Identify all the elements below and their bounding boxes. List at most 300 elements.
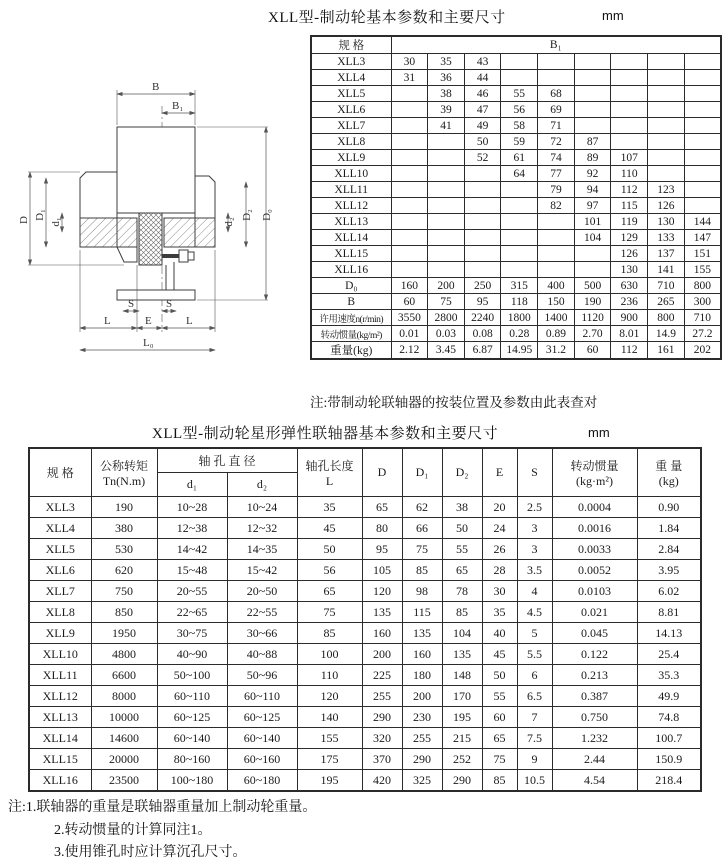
b1-value-cell: 190 <box>574 294 611 310</box>
table1-note: 注:带制动轮联轴器的按装位置及参数由此表查对 <box>310 395 598 410</box>
value-cell: 850 <box>91 602 157 623</box>
b1-value-cell <box>428 214 465 230</box>
row-label: XLL14 <box>29 728 91 749</box>
b1-value-cell: 47 <box>464 102 501 118</box>
value-cell: 4.5 <box>517 602 552 623</box>
value-cell: 3.95 <box>637 560 701 581</box>
b1-value-cell: 315 <box>501 278 538 294</box>
b1-value-cell: 107 <box>611 150 648 166</box>
b1-value-cell: 2.70 <box>574 326 611 342</box>
table1-header-spec: 规 格 <box>311 36 391 54</box>
b1-value-cell <box>574 262 611 278</box>
b1-value-cell <box>428 198 465 214</box>
b1-value-cell: 72 <box>538 134 575 150</box>
value-cell: 255 <box>362 686 402 707</box>
b1-value-cell <box>391 118 428 134</box>
b1-value-cell <box>428 246 465 262</box>
dim-label-S-right: S <box>166 298 173 310</box>
b1-value-cell <box>611 54 648 70</box>
dim-label-D2: D₂ <box>241 209 253 221</box>
b1-value-cell: 52 <box>464 150 501 166</box>
value-cell: 66 <box>402 518 442 539</box>
b1-value-cell <box>611 134 648 150</box>
b1-value-cell: 236 <box>611 294 648 310</box>
b1-value-cell: 77 <box>538 166 575 182</box>
b1-value-cell: 137 <box>648 246 685 262</box>
value-cell: 60~140 <box>227 728 297 749</box>
row-label: XLL8 <box>311 134 391 150</box>
value-cell: 120 <box>362 581 402 602</box>
value-cell: 60~140 <box>157 728 227 749</box>
table2-header-S: S <box>517 448 552 497</box>
value-cell: 14600 <box>91 728 157 749</box>
row-label: B <box>311 294 391 310</box>
value-cell: 0.045 <box>552 623 637 644</box>
b1-value-cell: 44 <box>464 70 501 86</box>
footnote-2: 2.转动惯量的计算同注1。 <box>54 822 212 838</box>
value-cell: 255 <box>402 728 442 749</box>
value-cell: 95 <box>362 539 402 560</box>
dim-label-d1: d₁ <box>50 217 62 227</box>
b1-value-cell: 1120 <box>574 310 611 326</box>
row-label: XLL14 <box>311 230 391 246</box>
value-cell: 40~88 <box>227 644 297 665</box>
right-hub-section-hatch <box>164 218 215 247</box>
row-label: XLL6 <box>311 102 391 118</box>
b1-value-cell: 8.01 <box>611 326 648 342</box>
b1-value-cell: 141 <box>648 262 685 278</box>
b1-value-cell <box>684 102 721 118</box>
row-label: XLL13 <box>29 707 91 728</box>
b1-value-cell: 2240 <box>464 310 501 326</box>
value-cell: 35.3 <box>637 665 701 686</box>
row-label: XLL9 <box>311 150 391 166</box>
value-cell: 135 <box>362 602 402 623</box>
value-cell: 215 <box>442 728 482 749</box>
value-cell: 4.54 <box>552 770 637 792</box>
value-cell: 50~100 <box>157 665 227 686</box>
b1-value-cell: 126 <box>611 246 648 262</box>
row-label: XLL12 <box>311 198 391 214</box>
value-cell: 10~28 <box>157 497 227 518</box>
value-cell: 12~32 <box>227 518 297 539</box>
value-cell: 0.0033 <box>552 539 637 560</box>
value-cell: 80~160 <box>157 749 227 770</box>
row-label: XLL3 <box>311 54 391 70</box>
value-cell: 20~50 <box>227 581 297 602</box>
value-cell: 78 <box>442 581 482 602</box>
b1-value-cell: 118 <box>501 294 538 310</box>
b1-value-cell: 265 <box>648 294 685 310</box>
table2-header-D1: D₁ <box>402 448 442 497</box>
b1-value-cell: 130 <box>611 262 648 278</box>
value-cell: 290 <box>362 707 402 728</box>
row-label: XLL12 <box>29 686 91 707</box>
value-cell: 225 <box>362 665 402 686</box>
value-cell: 35 <box>297 497 362 518</box>
table2-title: XLL型-制动轮星形弹性联轴器基本参数和主要尺寸 <box>152 426 499 442</box>
b1-value-cell: 112 <box>611 182 648 198</box>
b1-value-cell <box>391 166 428 182</box>
b1-value-cell <box>648 150 685 166</box>
b1-value-cell <box>648 118 685 134</box>
value-cell: 65 <box>482 728 517 749</box>
b1-value-cell: 68 <box>538 86 575 102</box>
value-cell: 28 <box>482 560 517 581</box>
b1-value-cell: 39 <box>428 102 465 118</box>
bolt-head <box>179 250 188 262</box>
b1-value-cell <box>574 86 611 102</box>
value-cell: 105 <box>362 560 402 581</box>
value-cell: 50 <box>442 518 482 539</box>
dim-label-L-right: L <box>186 315 193 327</box>
b1-value-cell <box>684 182 721 198</box>
value-cell: 100.7 <box>637 728 701 749</box>
value-cell: 30~75 <box>157 623 227 644</box>
b1-value-cell <box>391 86 428 102</box>
value-cell: 22~65 <box>157 602 227 623</box>
row-label: XLL7 <box>29 581 91 602</box>
b1-value-cell: 710 <box>684 310 721 326</box>
value-cell: 14~35 <box>227 539 297 560</box>
b1-value-cell <box>684 198 721 214</box>
dim-label-B: B <box>152 81 160 93</box>
b1-value-cell: 2.12 <box>391 342 428 360</box>
value-cell: 2.44 <box>552 749 637 770</box>
b1-value-cell: 3.45 <box>428 342 465 360</box>
b1-value-cell: 0.03 <box>428 326 465 342</box>
value-cell: 65 <box>362 497 402 518</box>
value-cell: 2.5 <box>517 497 552 518</box>
row-label: XLL16 <box>29 770 91 792</box>
b1-value-cell: 110 <box>611 166 648 182</box>
b1-value-cell <box>391 102 428 118</box>
value-cell: 25.4 <box>637 644 701 665</box>
b1-value-cell: 61 <box>501 150 538 166</box>
row-label: XLL16 <box>311 262 391 278</box>
b1-value-cell: 43 <box>464 54 501 70</box>
table2-header-bore-diameter: 轴 孔 直 径 <box>157 448 297 473</box>
b1-value-cell <box>684 134 721 150</box>
row-label: XLL15 <box>29 749 91 770</box>
b1-value-cell: 155 <box>684 262 721 278</box>
b1-value-cell <box>648 102 685 118</box>
b1-value-cell: 60 <box>574 342 611 360</box>
value-cell: 4800 <box>91 644 157 665</box>
b1-value-cell <box>501 246 538 262</box>
b1-value-cell <box>501 54 538 70</box>
b1-value-cell: 500 <box>574 278 611 294</box>
table-row <box>29 497 701 518</box>
b1-value-cell <box>684 166 721 182</box>
value-cell: 35 <box>482 602 517 623</box>
b1-value-cell: 89 <box>574 150 611 166</box>
table-row <box>311 342 721 360</box>
b1-value-cell <box>538 54 575 70</box>
table-row <box>29 623 701 644</box>
table2-header-D: D <box>362 448 402 497</box>
value-cell: 1950 <box>91 623 157 644</box>
row-label: XLL5 <box>311 86 391 102</box>
value-cell: 85 <box>402 560 442 581</box>
b1-value-cell: 36 <box>428 70 465 86</box>
row-label: XLL13 <box>311 214 391 230</box>
value-cell: 195 <box>297 770 362 792</box>
row-label: XLL4 <box>311 70 391 86</box>
value-cell: 55 <box>482 686 517 707</box>
b1-value-cell <box>538 262 575 278</box>
value-cell: 200 <box>362 644 402 665</box>
row-label: 许用速度n(r/min) <box>311 310 391 326</box>
b1-value-cell <box>574 70 611 86</box>
value-cell: 0.0052 <box>552 560 637 581</box>
value-cell: 62 <box>402 497 442 518</box>
dim-label-L0: L₀ <box>143 337 154 349</box>
b1-value-cell <box>648 54 685 70</box>
value-cell: 60~180 <box>227 770 297 792</box>
value-cell: 60~110 <box>157 686 227 707</box>
weight-line1: 重 量 <box>655 458 683 473</box>
elastic-star-element <box>139 213 162 265</box>
table-row <box>311 150 721 166</box>
b1-value-cell: 160 <box>391 278 428 294</box>
table2-header-inertia <box>552 448 637 497</box>
value-cell: 85 <box>482 770 517 792</box>
value-cell: 15~42 <box>227 560 297 581</box>
value-cell: 50~96 <box>227 665 297 686</box>
value-cell: 10000 <box>91 707 157 728</box>
b1-value-cell: 60 <box>391 294 428 310</box>
b1-value-cell <box>648 70 685 86</box>
b1-value-cell: 112 <box>611 342 648 360</box>
b1-value-cell: 94 <box>574 182 611 198</box>
value-cell: 60 <box>482 707 517 728</box>
footnotes <box>8 797 316 865</box>
brake-wheel-parameters-table <box>310 35 722 360</box>
value-cell: 0.021 <box>552 602 637 623</box>
value-cell: 3 <box>517 518 552 539</box>
b1-value-cell: 250 <box>464 278 501 294</box>
b1-value-cell: 900 <box>611 310 648 326</box>
b1-value-cell <box>464 230 501 246</box>
table1-unit: mm <box>602 8 624 23</box>
b1-value-cell <box>538 70 575 86</box>
b1-value-cell: 14.95 <box>501 342 538 360</box>
b1-value-cell <box>574 102 611 118</box>
b1-value-cell <box>538 246 575 262</box>
row-label: D₀ <box>311 278 391 294</box>
b1-value-cell: 101 <box>574 214 611 230</box>
row-label: XLL6 <box>29 560 91 581</box>
value-cell: 10.5 <box>517 770 552 792</box>
b1-value-cell: 49 <box>464 118 501 134</box>
inertia-line2: (kg·m²) <box>576 473 613 488</box>
b1-value-cell: 800 <box>648 310 685 326</box>
b1-value-cell <box>428 230 465 246</box>
b1-value-cell <box>464 166 501 182</box>
b1-value-cell: 82 <box>538 198 575 214</box>
b1-value-cell: 64 <box>501 166 538 182</box>
b1-value-cell <box>684 86 721 102</box>
b1-value-cell: 71 <box>538 118 575 134</box>
table1-header-b1: B₁ <box>391 36 721 54</box>
length-line1: 轴孔长度 <box>305 458 354 473</box>
b1-value-cell: 630 <box>611 278 648 294</box>
table-row <box>29 644 701 665</box>
value-cell: 218.4 <box>637 770 701 792</box>
dim-label-D0: D₀ <box>261 209 273 221</box>
value-cell: 50 <box>482 665 517 686</box>
dim-label-E: E <box>145 315 152 327</box>
b1-value-cell: 35 <box>428 54 465 70</box>
dim-label-B1: B₁ <box>172 100 184 112</box>
value-cell: 0.0004 <box>552 497 637 518</box>
table-row <box>311 230 721 246</box>
b1-value-cell <box>391 134 428 150</box>
dim-label-d2: d₂ <box>223 217 235 227</box>
value-cell: 2.84 <box>637 539 701 560</box>
value-cell: 170 <box>442 686 482 707</box>
value-cell: 0.750 <box>552 707 637 728</box>
value-cell: 85 <box>442 602 482 623</box>
table-row <box>311 310 721 326</box>
value-cell: 6600 <box>91 665 157 686</box>
b1-value-cell <box>391 230 428 246</box>
row-label: 转动惯量(kg/m²) <box>311 326 391 342</box>
value-cell: 14~42 <box>157 539 227 560</box>
b1-value-cell <box>611 118 648 134</box>
value-cell: 104 <box>442 623 482 644</box>
value-cell: 40 <box>482 623 517 644</box>
b1-value-cell <box>391 214 428 230</box>
value-cell: 0.90 <box>637 497 701 518</box>
b1-value-cell: 59 <box>501 134 538 150</box>
b1-value-cell: 31.2 <box>538 342 575 360</box>
value-cell: 155 <box>297 728 362 749</box>
value-cell: 65 <box>297 581 362 602</box>
b1-value-cell <box>684 70 721 86</box>
b1-value-cell: 95 <box>464 294 501 310</box>
b1-value-cell <box>391 198 428 214</box>
torque-line2: Tn(N.m) <box>102 473 146 488</box>
table-row <box>29 518 701 539</box>
value-cell: 75 <box>402 539 442 560</box>
value-cell: 175 <box>297 749 362 770</box>
value-cell: 8.81 <box>637 602 701 623</box>
table2-header-d1: d₁ <box>157 473 227 497</box>
value-cell: 110 <box>297 665 362 686</box>
b1-value-cell <box>574 118 611 134</box>
value-cell: 160 <box>402 644 442 665</box>
value-cell: 750 <box>91 581 157 602</box>
b1-value-cell <box>684 118 721 134</box>
dim-label-D1: D₁ <box>34 209 46 221</box>
value-cell: 252 <box>442 749 482 770</box>
b1-value-cell: 144 <box>684 214 721 230</box>
table2-header-torque <box>91 448 157 497</box>
value-cell: 1.232 <box>552 728 637 749</box>
left-hub-step <box>117 247 137 262</box>
value-cell: 23500 <box>91 770 157 792</box>
value-cell: 4 <box>517 581 552 602</box>
b1-value-cell: 3550 <box>391 310 428 326</box>
value-cell: 380 <box>91 518 157 539</box>
b1-value-cell: 75 <box>428 294 465 310</box>
b1-value-cell: 56 <box>501 102 538 118</box>
dim-label-D: D <box>18 216 30 224</box>
b1-value-cell: 130 <box>648 214 685 230</box>
coupling-cross-section-drawing <box>16 70 306 370</box>
value-cell: 24 <box>482 518 517 539</box>
value-cell: 65 <box>442 560 482 581</box>
value-cell: 60~125 <box>227 707 297 728</box>
table-row <box>29 728 701 749</box>
b1-value-cell: 0.89 <box>538 326 575 342</box>
table-row <box>29 686 701 707</box>
value-cell: 8000 <box>91 686 157 707</box>
row-label: XLL11 <box>311 182 391 198</box>
b1-value-cell <box>501 198 538 214</box>
table-row <box>29 770 701 792</box>
b1-value-cell <box>538 230 575 246</box>
b1-value-cell <box>684 54 721 70</box>
table2-header-bore-length <box>297 448 362 497</box>
value-cell: 15~48 <box>157 560 227 581</box>
row-label: XLL10 <box>29 644 91 665</box>
dim-label-L-left: L <box>104 315 111 327</box>
b1-value-cell: 30 <box>391 54 428 70</box>
value-cell: 140 <box>297 707 362 728</box>
value-cell: 60~110 <box>227 686 297 707</box>
value-cell: 230 <box>402 707 442 728</box>
table-row <box>29 749 701 770</box>
row-label: XLL15 <box>311 246 391 262</box>
value-cell: 6.5 <box>517 686 552 707</box>
value-cell: 325 <box>402 770 442 792</box>
b1-value-cell: 14.9 <box>648 326 685 342</box>
b1-value-cell: 50 <box>464 134 501 150</box>
value-cell: 0.213 <box>552 665 637 686</box>
bolt-nut <box>188 252 194 260</box>
b1-value-cell <box>538 214 575 230</box>
value-cell: 100~180 <box>157 770 227 792</box>
table2-unit: mm <box>588 425 610 440</box>
table-row <box>29 707 701 728</box>
b1-value-cell <box>428 262 465 278</box>
b1-value-cell <box>428 182 465 198</box>
value-cell: 49.9 <box>637 686 701 707</box>
b1-value-cell <box>648 134 685 150</box>
left-hub-section-hatch <box>80 218 137 247</box>
b1-value-cell: 126 <box>648 198 685 214</box>
value-cell: 20000 <box>91 749 157 770</box>
value-cell: 85 <box>297 623 362 644</box>
value-cell: 26 <box>482 539 517 560</box>
b1-value-cell: 74 <box>538 150 575 166</box>
table2-header-E: E <box>482 448 517 497</box>
value-cell: 0.122 <box>552 644 637 665</box>
b1-value-cell <box>464 246 501 262</box>
b1-value-cell: 79 <box>538 182 575 198</box>
value-cell: 5 <box>517 623 552 644</box>
b1-value-cell <box>464 182 501 198</box>
b1-value-cell <box>611 86 648 102</box>
row-label: XLL4 <box>29 518 91 539</box>
row-label: 重量(kg) <box>311 342 391 360</box>
table-row <box>311 102 721 118</box>
b1-value-cell: 97 <box>574 198 611 214</box>
table-row <box>29 560 701 581</box>
